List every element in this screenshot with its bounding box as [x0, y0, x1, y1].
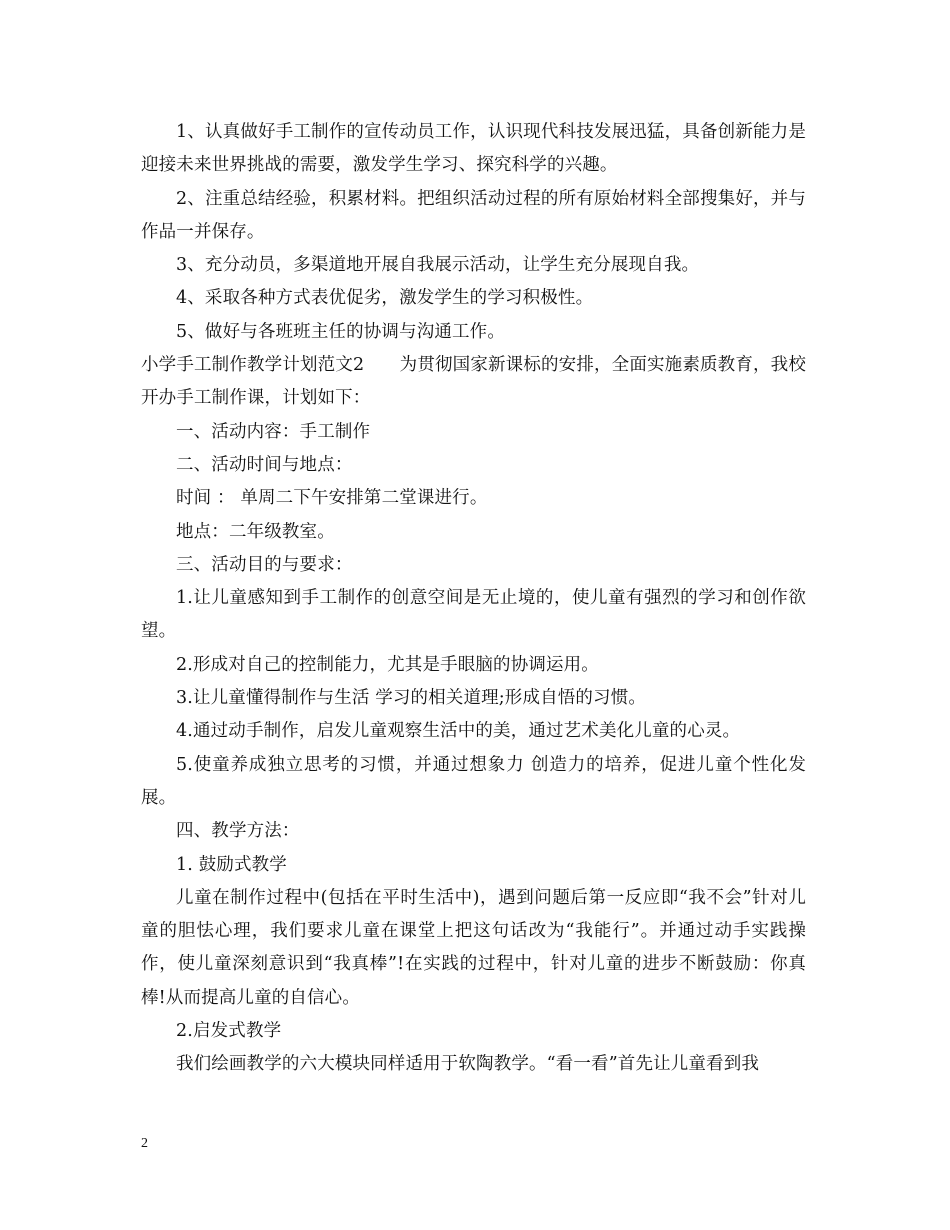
paragraph: 1. 鼓励式教学 [176, 854, 287, 875]
paragraph: 我们绘画教学的六大模块同样适用于软陶教学。“看一看”首先让儿童看到我 [176, 1054, 759, 1075]
paragraph: 2.启发式教学 [176, 1021, 282, 1042]
paragraph: 二、活动时间与地点： [176, 454, 353, 475]
paragraph: 3、充分动员，多渠道地开展自我展示活动，让学生充分展现自我。 [176, 255, 700, 276]
paragraph: 5、做好与各班班主任的协调与沟通工作。 [176, 321, 505, 342]
paragraph: 地点：二年级教室。 [176, 521, 335, 542]
paragraph: 一、活动内容：手工制作 [176, 421, 371, 442]
body-text [141, 116, 806, 1082]
paragraph: 1.让儿童感知到手工制作的创意空间是无止境的，使儿童有强烈的学习和创作欲望。 [141, 588, 806, 642]
paragraph: 儿童在制作过程中(包括在平时生活中)，遇到问题后第一反应即“我不会”针对儿童的胆怯心理，我们要求儿童在课堂上把这句话改为“我能行”。并通过动手实践操作，使儿童深刻意识到“我真棒”!在实践的过程中，针对儿童的进步不断鼓励：你真棒!从而提高儿童的自信心。 [141, 887, 806, 1008]
paragraph: 4、采取各种方式表优促劣，激发学生的学习积极性。 [176, 288, 594, 309]
paragraph: 2、注重总结经验，积累材料。把组织活动过程的所有原始材料全部搜集好，并与作品一并保存。 [141, 188, 806, 242]
paragraph: 5.使童养成独立思考的习惯，并通过想象力 创造力的培养，促进儿童个性化发展。 [141, 754, 806, 808]
page-number: 2 [141, 1136, 148, 1151]
paragraph: 四、教学方法： [176, 821, 300, 842]
paragraph: 三、活动目的与要求： [176, 554, 353, 575]
paragraph: 4.通过动手制作，启发儿童观察生活中的美，通过艺术美化儿童的心灵。 [176, 721, 741, 742]
paragraph: 时间 ： 单周二下午安排第二堂课进行。 [176, 488, 488, 509]
paragraph: 3.让儿童懂得制作与生活 学习的相关道理;形成自悟的习惯。 [176, 688, 647, 709]
section-heading-paragraph: 小学手工制作教学计划范文2 为贯彻国家新课标的安排，全面实施素质教育，我校开办手工制作课，计划如下： [141, 355, 806, 409]
paragraph: 1、认真做好手工制作的宣传动员工作，认识现代科技发展迅猛，具备创新能力是迎接未来世界挑战的需要，激发学生学习、探究科学的兴趣。 [141, 122, 806, 176]
paragraph: 2.形成对自己的控制能力，尤其是手眼脑的协调运用。 [176, 654, 599, 675]
